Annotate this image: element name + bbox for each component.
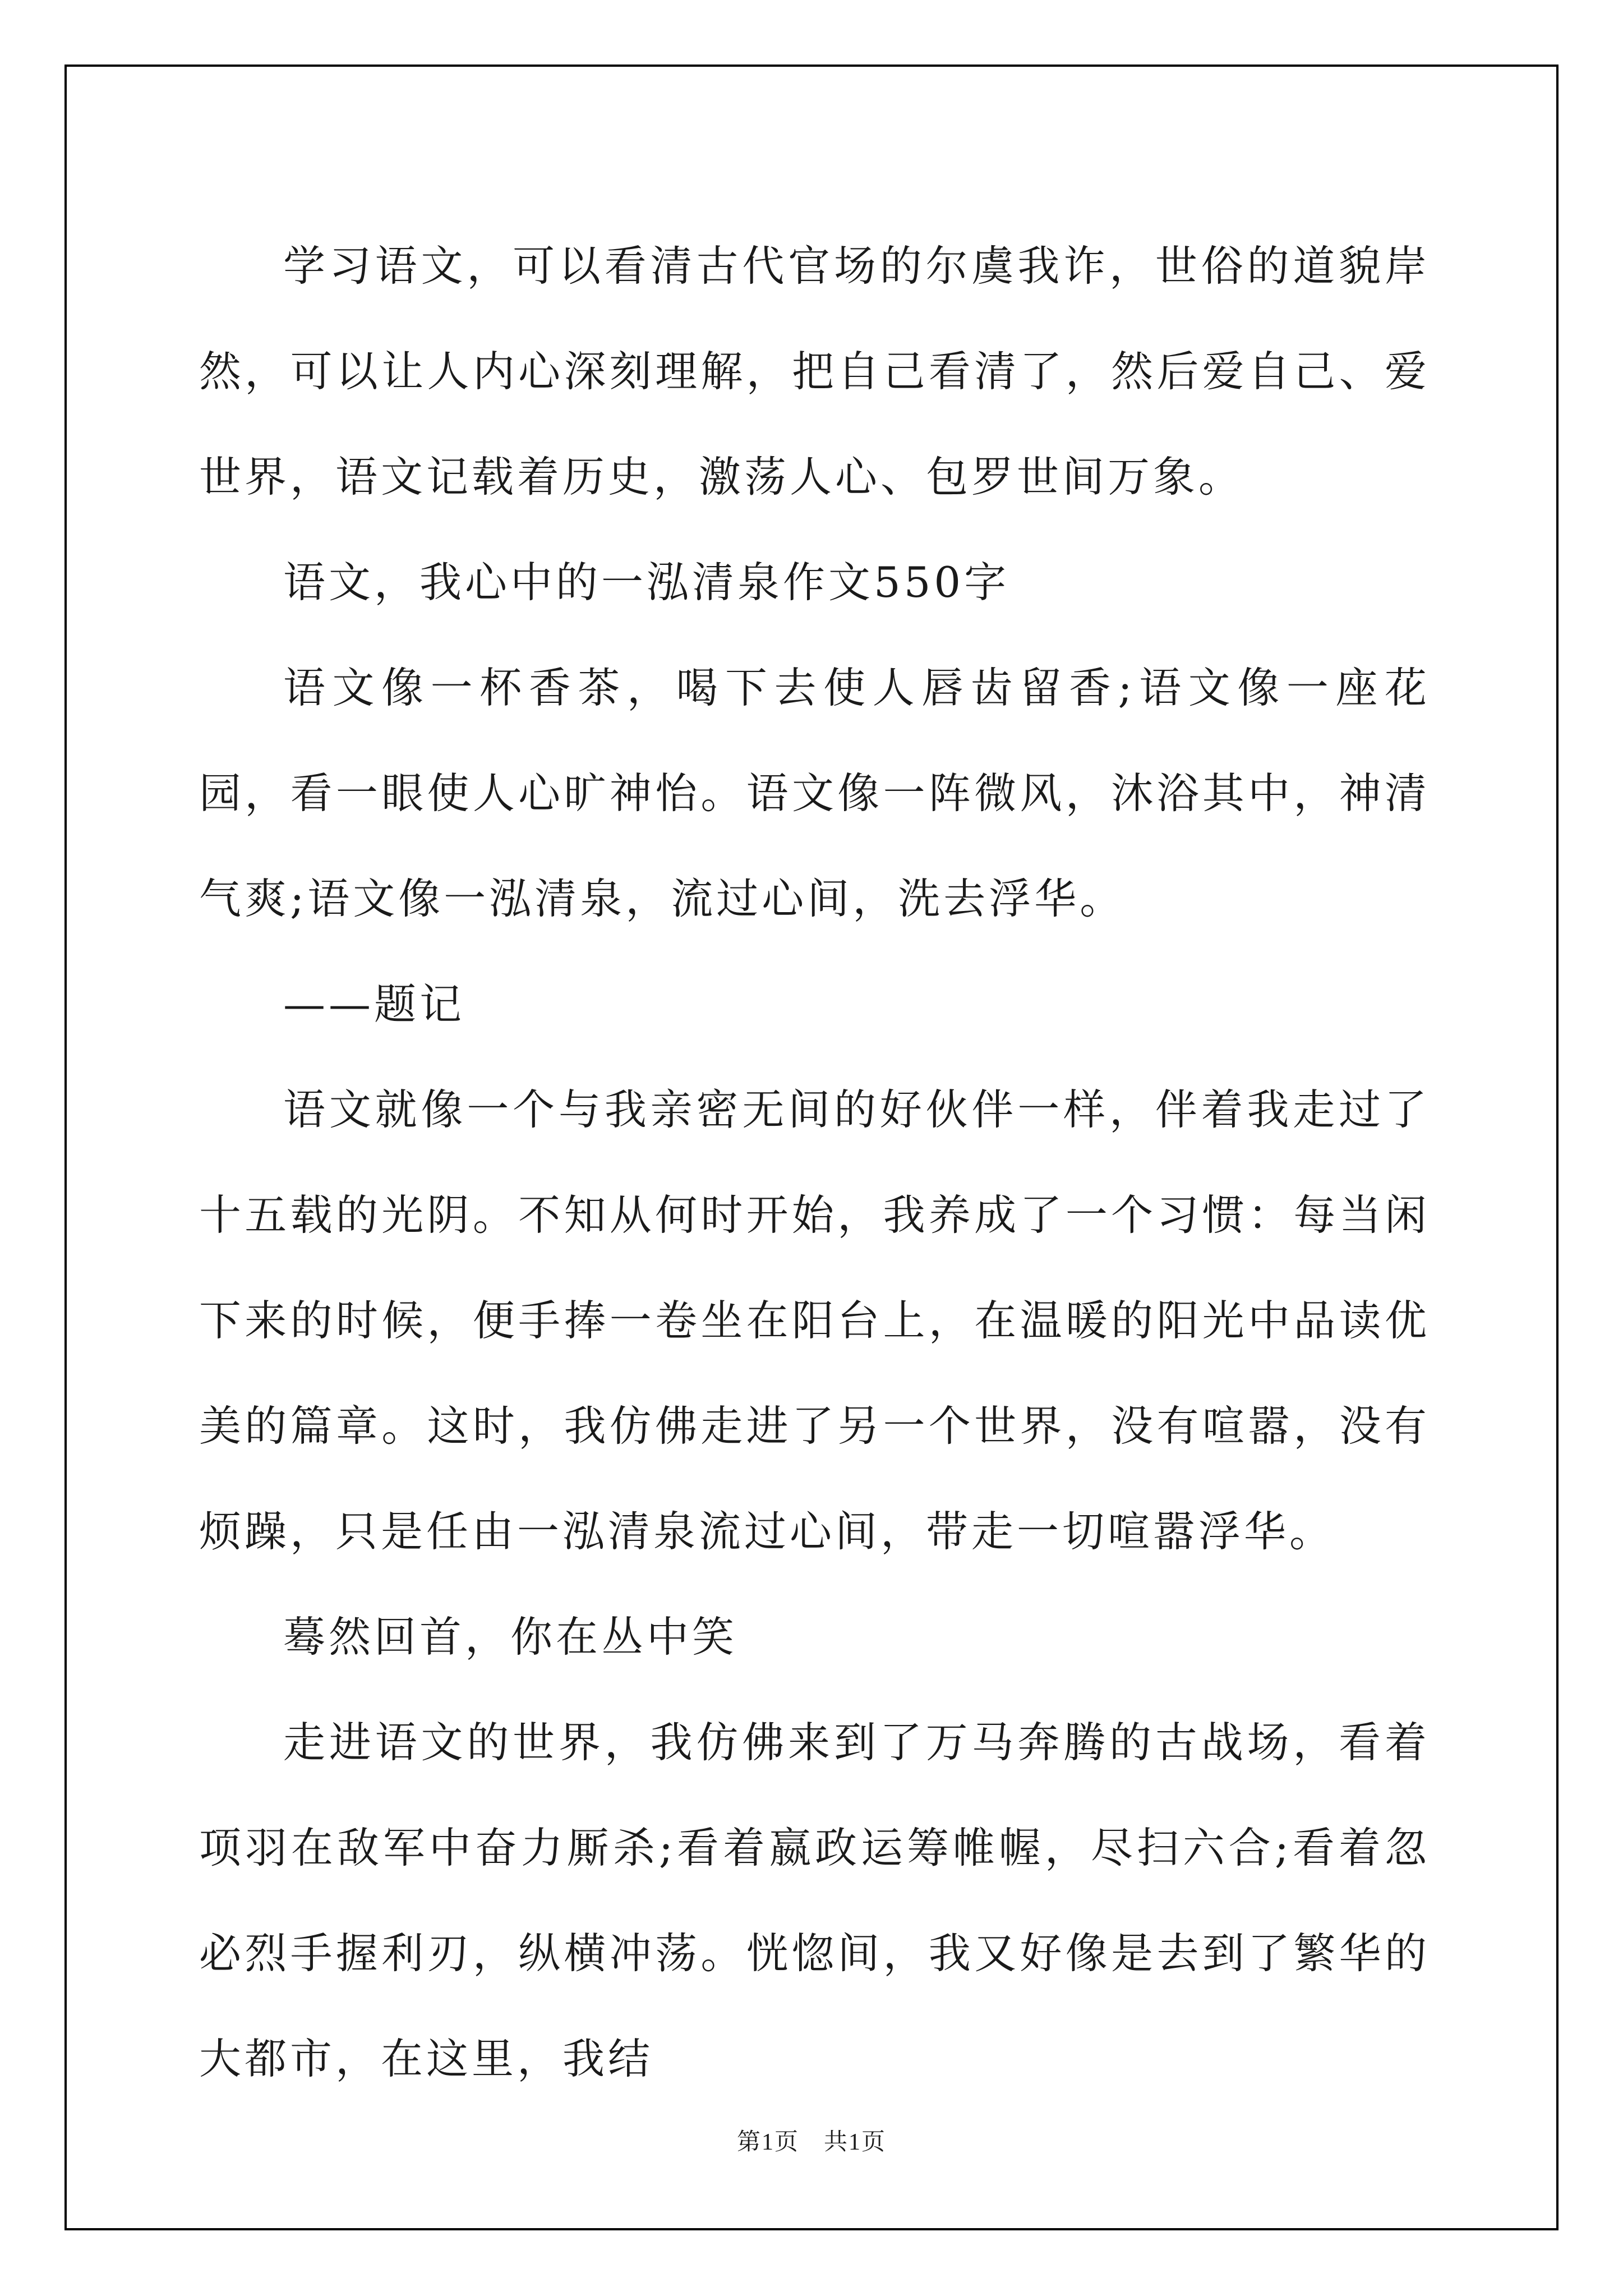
document-body [199, 213, 1430, 2111]
article-title: 语文，我心中的一泓清泉作文550字 [283, 558, 1010, 607]
page-number-total: 共1页 [824, 2129, 887, 2155]
paragraph: 走进语文的世界，我仿佛来到了万马奔腾的古战场，看着项羽在敌军中奋力厮杀;看着嬴政运筹帷幄，尽扫六合;看着忽必烈手握利刃，纵横冲荡。恍惚间，我又好像是去到了繁华的大都市，在这里，我结 [199, 1718, 1430, 2083]
paragraph: 学习语文，可以看清古代官场的尔虞我诈，世俗的道貌岸然，可以让人内心深刻理解，把自己看清了，然后爱自己、爱世界，语文记载着历史，激荡人心、包罗世间万象。 [199, 241, 1430, 501]
page-number-current: 第1页 [736, 2129, 799, 2155]
section-heading: 蓦然回首，你在丛中笑 [283, 1612, 738, 1662]
epigraph-attribution: ——题记 [283, 979, 465, 1029]
paragraph: 语文像一杯香茶，喝下去使人唇齿留香;语文像一座花园，看一眼使人心旷神怡。语文像一阵微风，沐浴其中，神清气爽;语文像一泓清泉，流过心间，洗去浮华。 [199, 663, 1430, 923]
page-footer [0, 2123, 1623, 2157]
paragraph: 语文就像一个与我亲密无间的好伙伴一样，伴着我走过了十五载的光阴。不知从何时开始，我养成了一个习惯：每当闲下来的时候，便手捧一卷坐在阳台上，在温暖的阳光中品读优美的篇章。这时，我仿佛走进了另一个世界，没有喧嚣，没有烦躁，只是任由一泓清泉流过心间，带走一切喧嚣浮华。 [199, 1085, 1430, 1556]
